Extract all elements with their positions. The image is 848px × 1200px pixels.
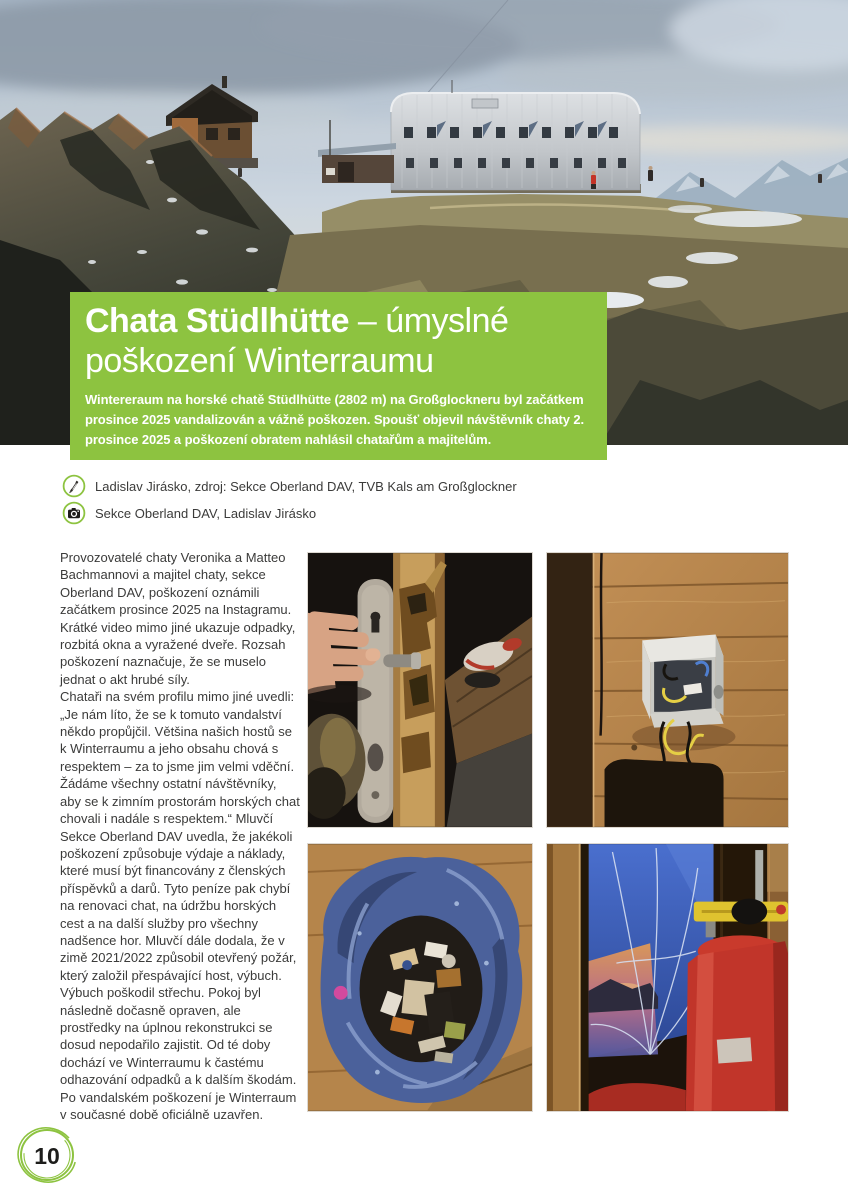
photo-broken-window-pane (546, 843, 789, 1112)
photo-ripped-out-junction-box (546, 552, 789, 828)
photo-garbage-bag-with-trash (307, 843, 533, 1112)
stuedlhuette-building (391, 80, 641, 193)
article-paragraph: Chataři na svém profilu mimo jiné uvedli: „Je nám líto, že se k tomuto vandalství někdo propůjčil. Většina našich hostů se k Winterraumu a jeho obsahu chová s respektem – za to jsme jim velmi vděční. Žádáme všechny ostatní návštěvníky, aby se k zimním prostorám horských chat chovali i nadále s respektem.“ Mluvčí Sekce Oberland DAV uvedla, že jakékoli poškození způsobuje výdaje a náklady, které musí být financovány z členských příspěvků a darů. Tyto peníze pak chybí na renovaci chat, na údržbu horských cest a na další služby pro všechny nadšence hor. Mluvčí dále dodala, že v zimě 2021/2022 způsobil otevřený požár, který založil přespávající host, výbuch. Výbuch poškodil střechu. Pokoj byl následně dočasně opraven, ale prostředky na úplnou rekonstrukci se dosud nepodařilo zajistit. Od té doby dochází ve Winterraumu k častému odhazování odpadků a k dalším škodám. Po vandalském poškození je Winterraum v současné době oficiálně uzavřen. (60, 689, 300, 1122)
photo-damaged-door-lock (307, 552, 533, 828)
article-header (70, 292, 607, 460)
page-number-badge (14, 1124, 80, 1188)
byline-author-text: Ladislav Jirásko, zdroj: Sekce Oberland DAV, TVB Kals am Großglockner (95, 478, 517, 494)
page-number: 10 (34, 1142, 60, 1169)
byline-author (62, 474, 517, 498)
article-title (85, 301, 593, 381)
article-lead: Wintereraum na horské chatě Stüdlhütte (2802 m) na Großglockneru byl začátkem prosince 2025 vandalizován a vážně poškozen. Spoušť objevil návštěvník chaty 2. prosince 2025 a poškození obratem nahlásil chatařům a majitelům. (85, 392, 585, 448)
article-body (60, 549, 301, 1123)
byline-photo-credit-text: Sekce Oberland DAV, Ladislav Jirásko (95, 505, 317, 521)
article-title-rest: – úmyslné poškození Winterraumu (85, 302, 509, 381)
camera-icon (62, 501, 86, 525)
article-paragraph: Provozovatelé chaty Veronika a Matteo Bachmannovi a majitel chaty, sekce Oberland DAV, poškození oznámili začátkem prosince 2025 na Instagramu. Krátké video mimo jiné ukazuje odpadky, rozbitá okna a vyražené dveře. Rozsah poškození naznačuje, že se muselo jednat o akt hrubé síly. (60, 550, 296, 687)
pen-icon (62, 474, 86, 498)
byline-photo-credit (62, 501, 316, 525)
article-title-emphasis: Chata Stüdlhütte (85, 302, 349, 340)
